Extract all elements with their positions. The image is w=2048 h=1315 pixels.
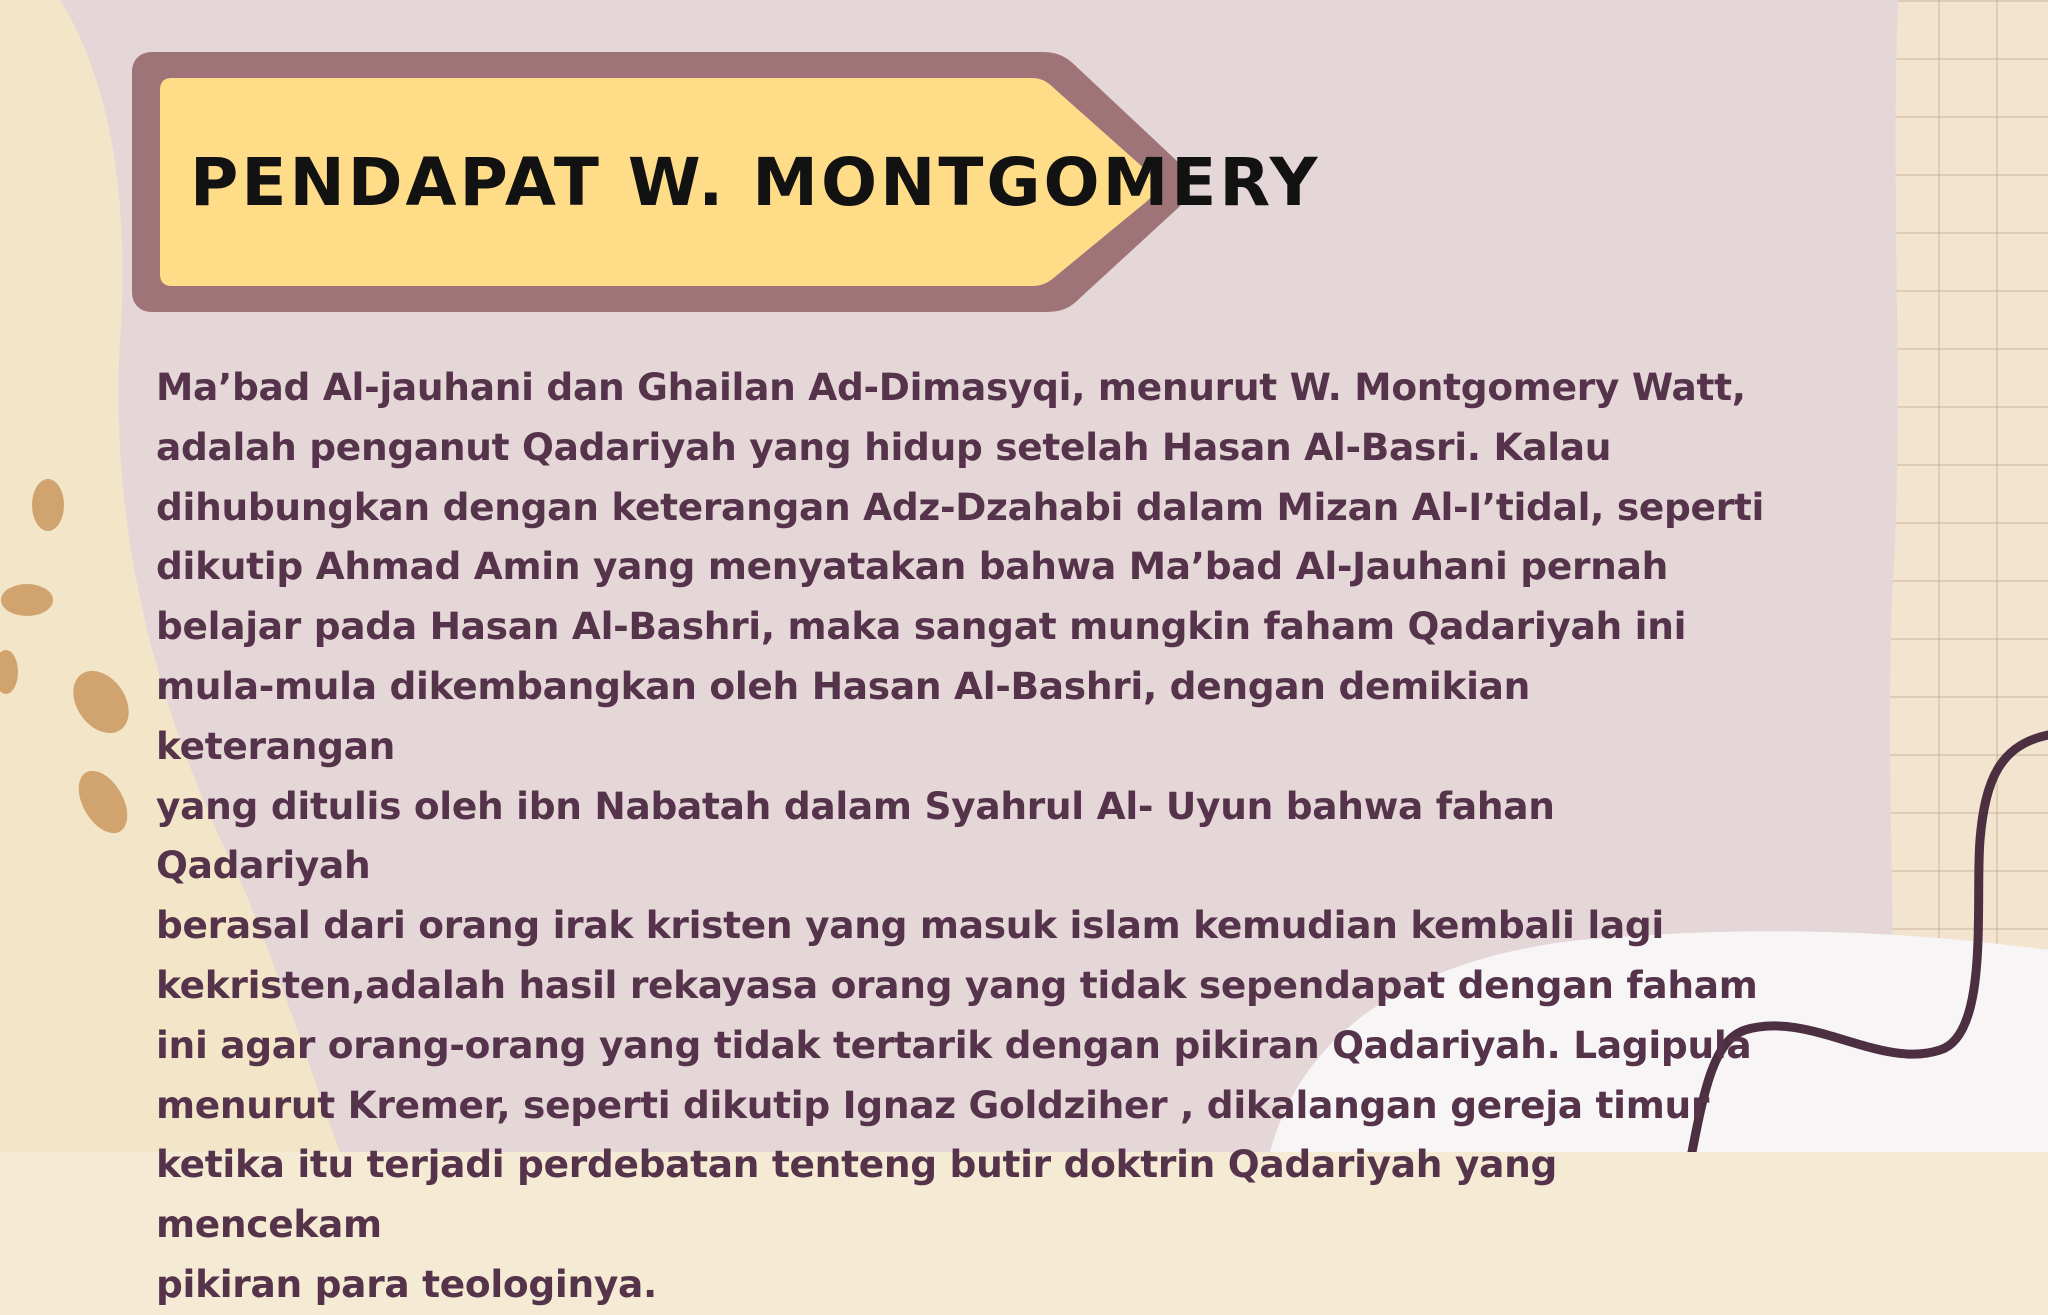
- slide-title: PENDAPAT W. MONTGOMERY: [190, 144, 1321, 221]
- slide-body-text: Ma’bad Al-jauhani dan Ghailan Ad-Dimasyqi, menurut W. Montgomery Watt, adalah penganut Qadariyah yang hidup setelah Hasan Al-Basri. Kalau dihubungkan dengan keterangan Adz-Dzahabi dalam Mizan Al-I’tidal, seperti dikutip Ahmad Amin yang menyatakan bahwa Ma’bad Al-Jauhani pernah belajar pada Hasan Al-Bashri, maka sangat mungkin faham Qadariyah ini mula-mula dikembangkan oleh Hasan Al-Bashri, dengan demikian keterangan yang ditulis oleh ibn Nabatah dalam Syahrul Al- Uyun bahwa fahan Qadariyah berasal dari orang irak kristen yang masuk islam kemudian kembali lagi kekristen,adalah hasil rekayasa orang yang tidak sependapat dengan faham ini agar orang-orang yang tidak tertarik dengan pikiran Qadariyah. Lagipula menurut Kremer, seperti dikutip Ignaz Goldziher , dikalangan gereja timur ketika itu terjadi perdebatan tenteng butir doktrin Qadariyah yang mencekam pikiran para teologinya.: [156, 365, 1765, 1306]
